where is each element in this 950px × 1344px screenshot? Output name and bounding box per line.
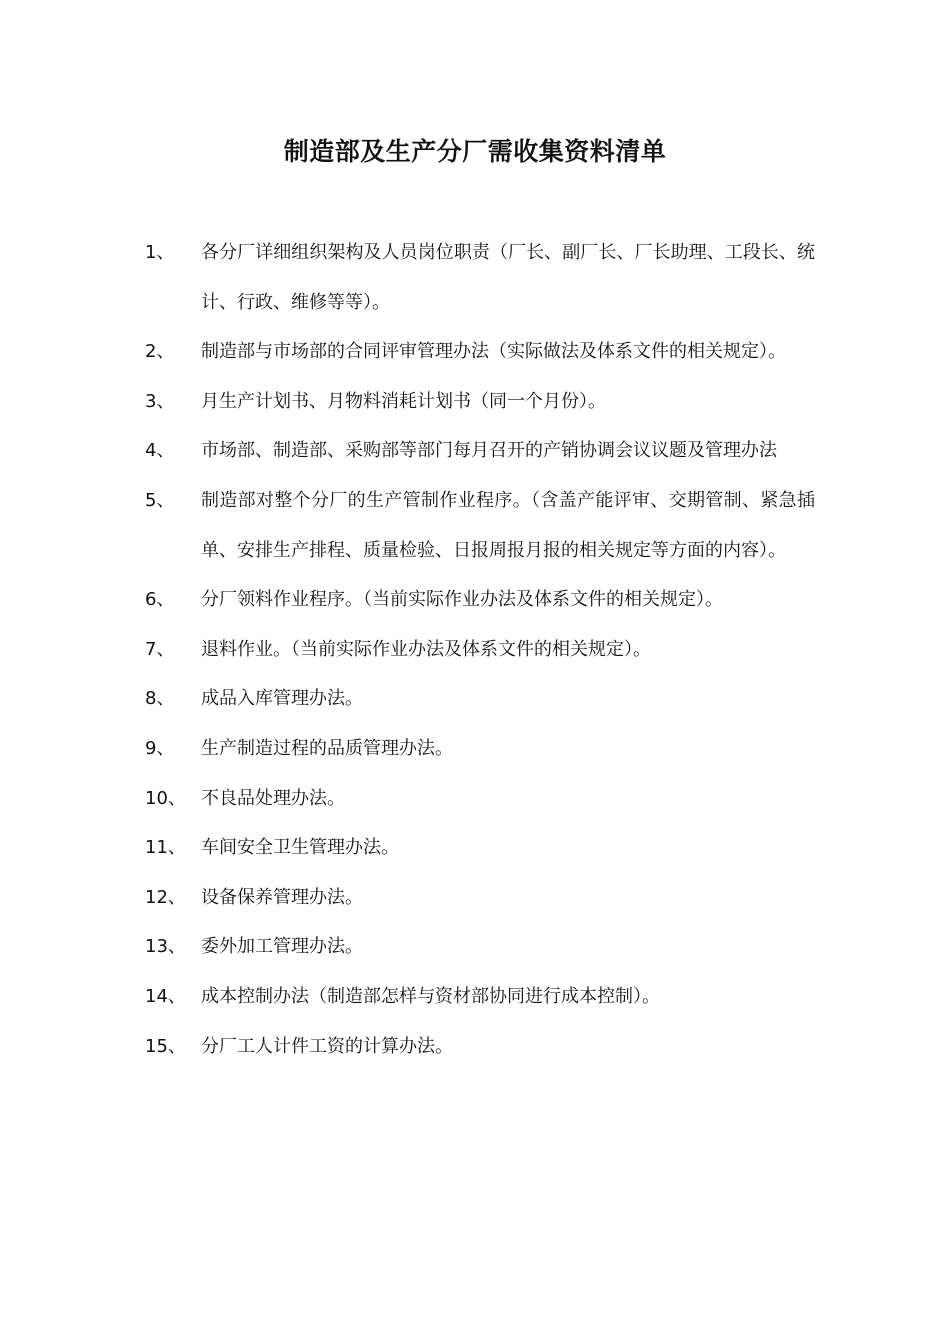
list-item	[145, 476, 815, 575]
list-item	[145, 426, 815, 476]
list-item	[145, 228, 815, 327]
item-number: 3、	[145, 390, 175, 412]
list-item	[145, 575, 815, 625]
item-number: 8、	[145, 688, 175, 710]
item-text: 各分厂详细组织架构及人员岗位职责（厂长、副厂长、厂长助理、工段长、统计、行政、维修等等）。	[201, 242, 815, 313]
item-number: 6、	[145, 589, 175, 611]
list-item	[145, 327, 815, 377]
item-number: 1、	[145, 242, 175, 263]
item-number: 10、	[145, 787, 186, 809]
item-number: 15、	[145, 1035, 186, 1057]
item-text: 分厂领料作业程序。（当前实际作业办法及体系文件的相关规定）。	[201, 589, 723, 611]
item-number: 5、	[145, 489, 175, 511]
item-text: 委外加工管理办法。	[201, 936, 363, 958]
item-text: 月生产计划书、月物料消耗计划书（同一个月份）。	[201, 390, 606, 412]
item-number: 12、	[145, 886, 186, 908]
item-text: 车间安全卫生管理办法。	[201, 837, 399, 859]
item-number: 2、	[145, 341, 175, 363]
item-text: 生产制造过程的品质管理办法。	[201, 737, 453, 759]
list-item	[145, 823, 815, 873]
item-number: 13、	[145, 936, 186, 958]
item-number: 9、	[145, 737, 175, 759]
list-item	[145, 625, 815, 675]
document-title: 制造部及生产分厂需收集资料清单	[283, 137, 667, 166]
list-item	[145, 724, 815, 774]
list-item	[145, 674, 815, 724]
item-text: 退料作业。（当前实际作业办法及体系文件的相关规定）。	[201, 638, 651, 660]
item-text: 制造部对整个分厂的生产管制作业程序。（含盖产能评审、交期管制、紧急插单、安排生产排程、质量检验、日报周报月报的相关规定等方面的内容）。	[201, 489, 815, 561]
item-text: 设备保养管理办法。	[201, 886, 363, 908]
item-text: 成本控制办法（制造部怎样与资材部协同进行成本控制）。	[201, 985, 660, 1007]
list-item	[145, 377, 815, 427]
list-item	[145, 873, 815, 923]
item-text: 不良品处理办法。	[201, 787, 345, 809]
requirements-list	[145, 228, 815, 1071]
item-number: 11、	[145, 837, 186, 859]
list-item	[145, 774, 815, 824]
item-text: 分厂工人计件工资的计算办法。	[201, 1035, 453, 1057]
item-number: 4、	[145, 440, 175, 462]
list-item	[145, 1022, 815, 1072]
item-number: 7、	[145, 638, 175, 660]
item-number: 14、	[145, 985, 186, 1007]
item-text: 成品入库管理办法。	[201, 688, 363, 710]
item-text: 市场部、制造部、采购部等部门每月召开的产销协调会议议题及管理办法	[201, 440, 777, 462]
list-item	[145, 922, 815, 972]
item-text: 制造部与市场部的合同评审管理办法（实际做法及体系文件的相关规定）。	[201, 341, 786, 363]
list-item	[145, 972, 815, 1022]
